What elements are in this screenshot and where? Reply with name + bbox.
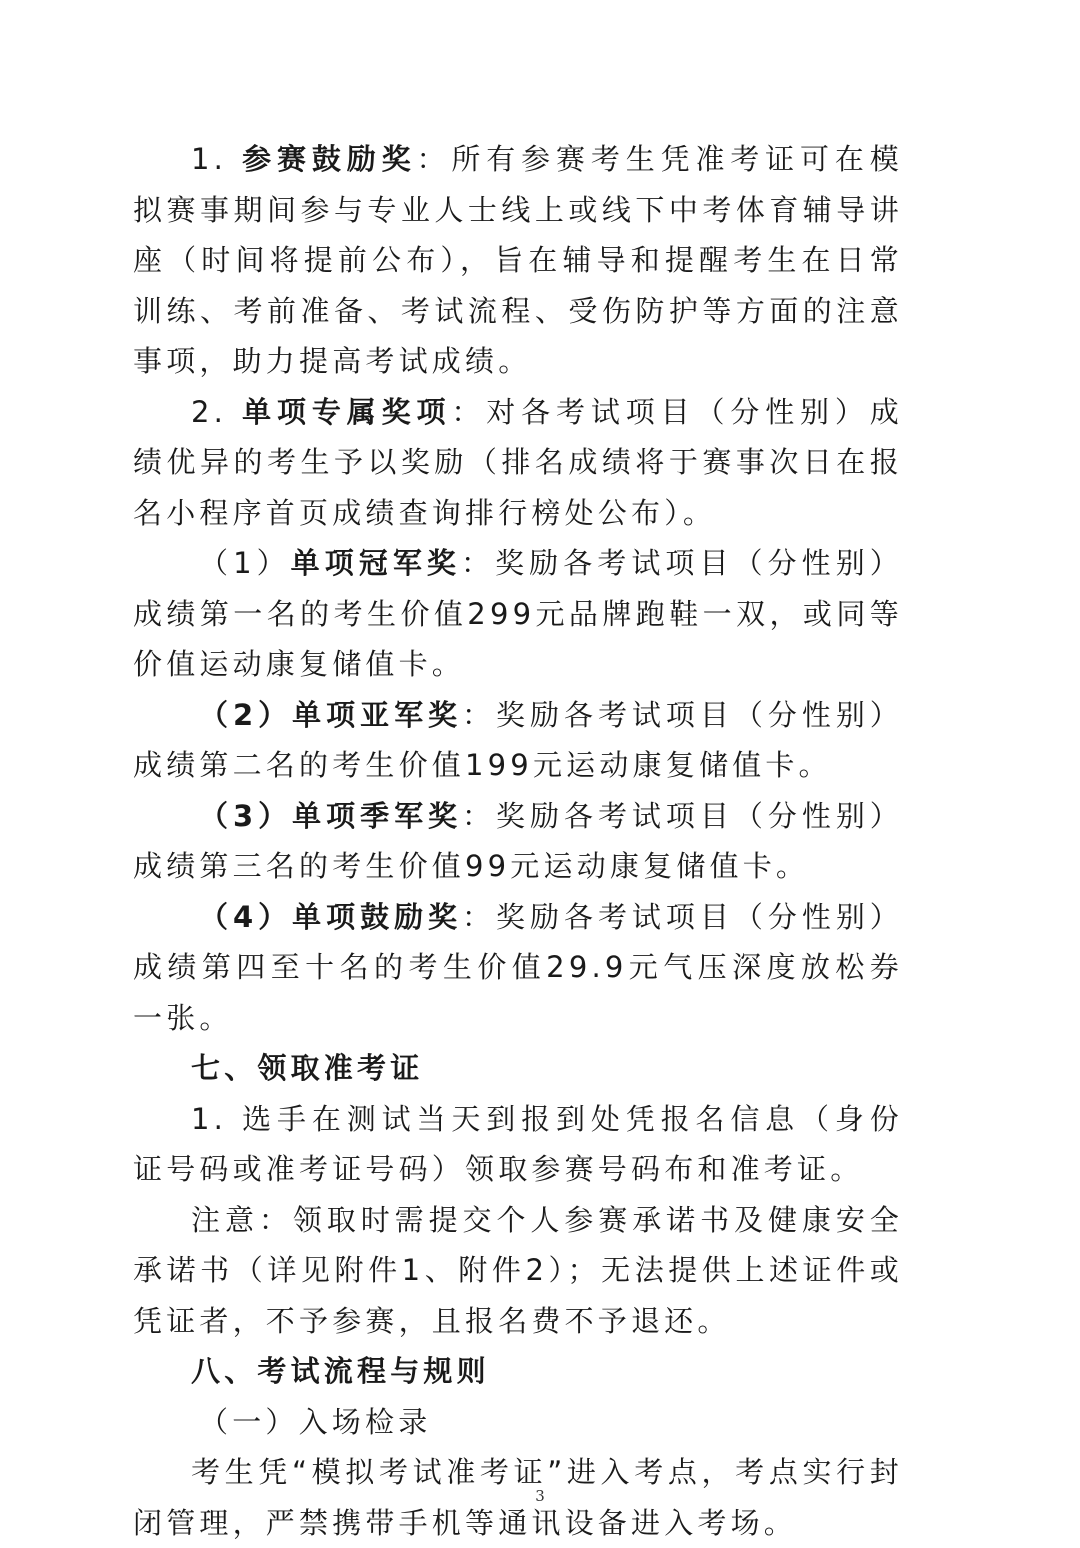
colon: ： (461, 546, 496, 580)
award-label: 单项冠军奖 (290, 546, 461, 580)
colon: ： (451, 394, 487, 429)
paragraph-individual-encouragement-award (133, 892, 903, 1044)
colon: ： (462, 798, 497, 833)
award-text: 奖励各考试项目（分性别）成绩第一名的考生价值299元品牌跑鞋一双，或同等价值运动康复储值卡。 (133, 546, 904, 681)
item-number: （2） (199, 697, 293, 732)
item-number: （1） (199, 546, 291, 580)
item-number: （3） (199, 798, 293, 833)
award-text: 对各考试项目（分性别）成绩优异的考生予以奖励（排名成绩将于赛事次日在报名小程序首页成绩查询排行榜处公布）。 (133, 394, 903, 530)
award-label: 单项亚军奖 (292, 697, 463, 732)
item-number: 1. (191, 142, 243, 176)
paragraph-third-place-award (133, 791, 903, 892)
award-label: 单项季军奖 (292, 798, 463, 833)
award-text: 奖励各考试项目（分性别）成绩第四至十名的考生价值29.9元气压深度放松券一张。 (133, 899, 903, 1035)
award-text: 奖励各考试项目（分性别）成绩第二名的考生价值199元运动康复储值卡。 (133, 697, 903, 782)
subheading-entry-check: （一）入场检录 (199, 1404, 432, 1439)
section-heading-admission-ticket: 七、领取准考证 (191, 1051, 424, 1085)
award-text: 所有参赛考生凭准考证可在模拟赛事期间参与专业人士线上或线下中考体育辅导讲座（时间将提前公布），旨在辅导和提醒考生在日常训练、考前准备、考试流程、受伤防护等方面的注意事项，助力提高考试成绩。 (133, 142, 903, 378)
item-number: （4） (199, 899, 293, 934)
award-text: 奖励各考试项目（分性别）成绩第三名的考生价值99元运动康复储值卡。 (133, 798, 903, 883)
award-label: 参赛鼓励奖 (242, 142, 417, 176)
section-heading-exam-process: 八、考试流程与规则 (191, 1354, 490, 1388)
document-body (133, 134, 903, 1548)
colon: ： (462, 899, 497, 934)
paragraph-collect-ticket: 1. 选手在测试当天到报到处凭报名信息（身份证号码或准考证号码）领取参赛号码布和准考证。 (133, 1101, 903, 1186)
page-number: 3 (535, 1487, 545, 1505)
paragraph-encouragement-award (133, 134, 903, 387)
item-number: 2. (191, 394, 243, 429)
colon: ： (416, 142, 452, 176)
award-label: 单项专属奖项 (242, 394, 452, 429)
paragraph-note: 注意：领取时需提交个人参赛承诺书及健康安全承诺书（详见附件1、附件2）；无法提供上述证件或凭证者，不予参赛，且报名费不予退还。 (133, 1202, 903, 1338)
paragraph-champion-award (133, 538, 903, 690)
award-label: 单项鼓励奖 (292, 899, 463, 934)
paragraph-individual-awards (133, 387, 903, 539)
paragraph-entry-rules: 考生凭“模拟考试准考证”进入考点，考点实行封闭管理，严禁携带手机等通讯设备进入考场。 (133, 1455, 903, 1540)
paragraph-runner-up-award (133, 690, 903, 791)
colon: ： (462, 697, 497, 732)
